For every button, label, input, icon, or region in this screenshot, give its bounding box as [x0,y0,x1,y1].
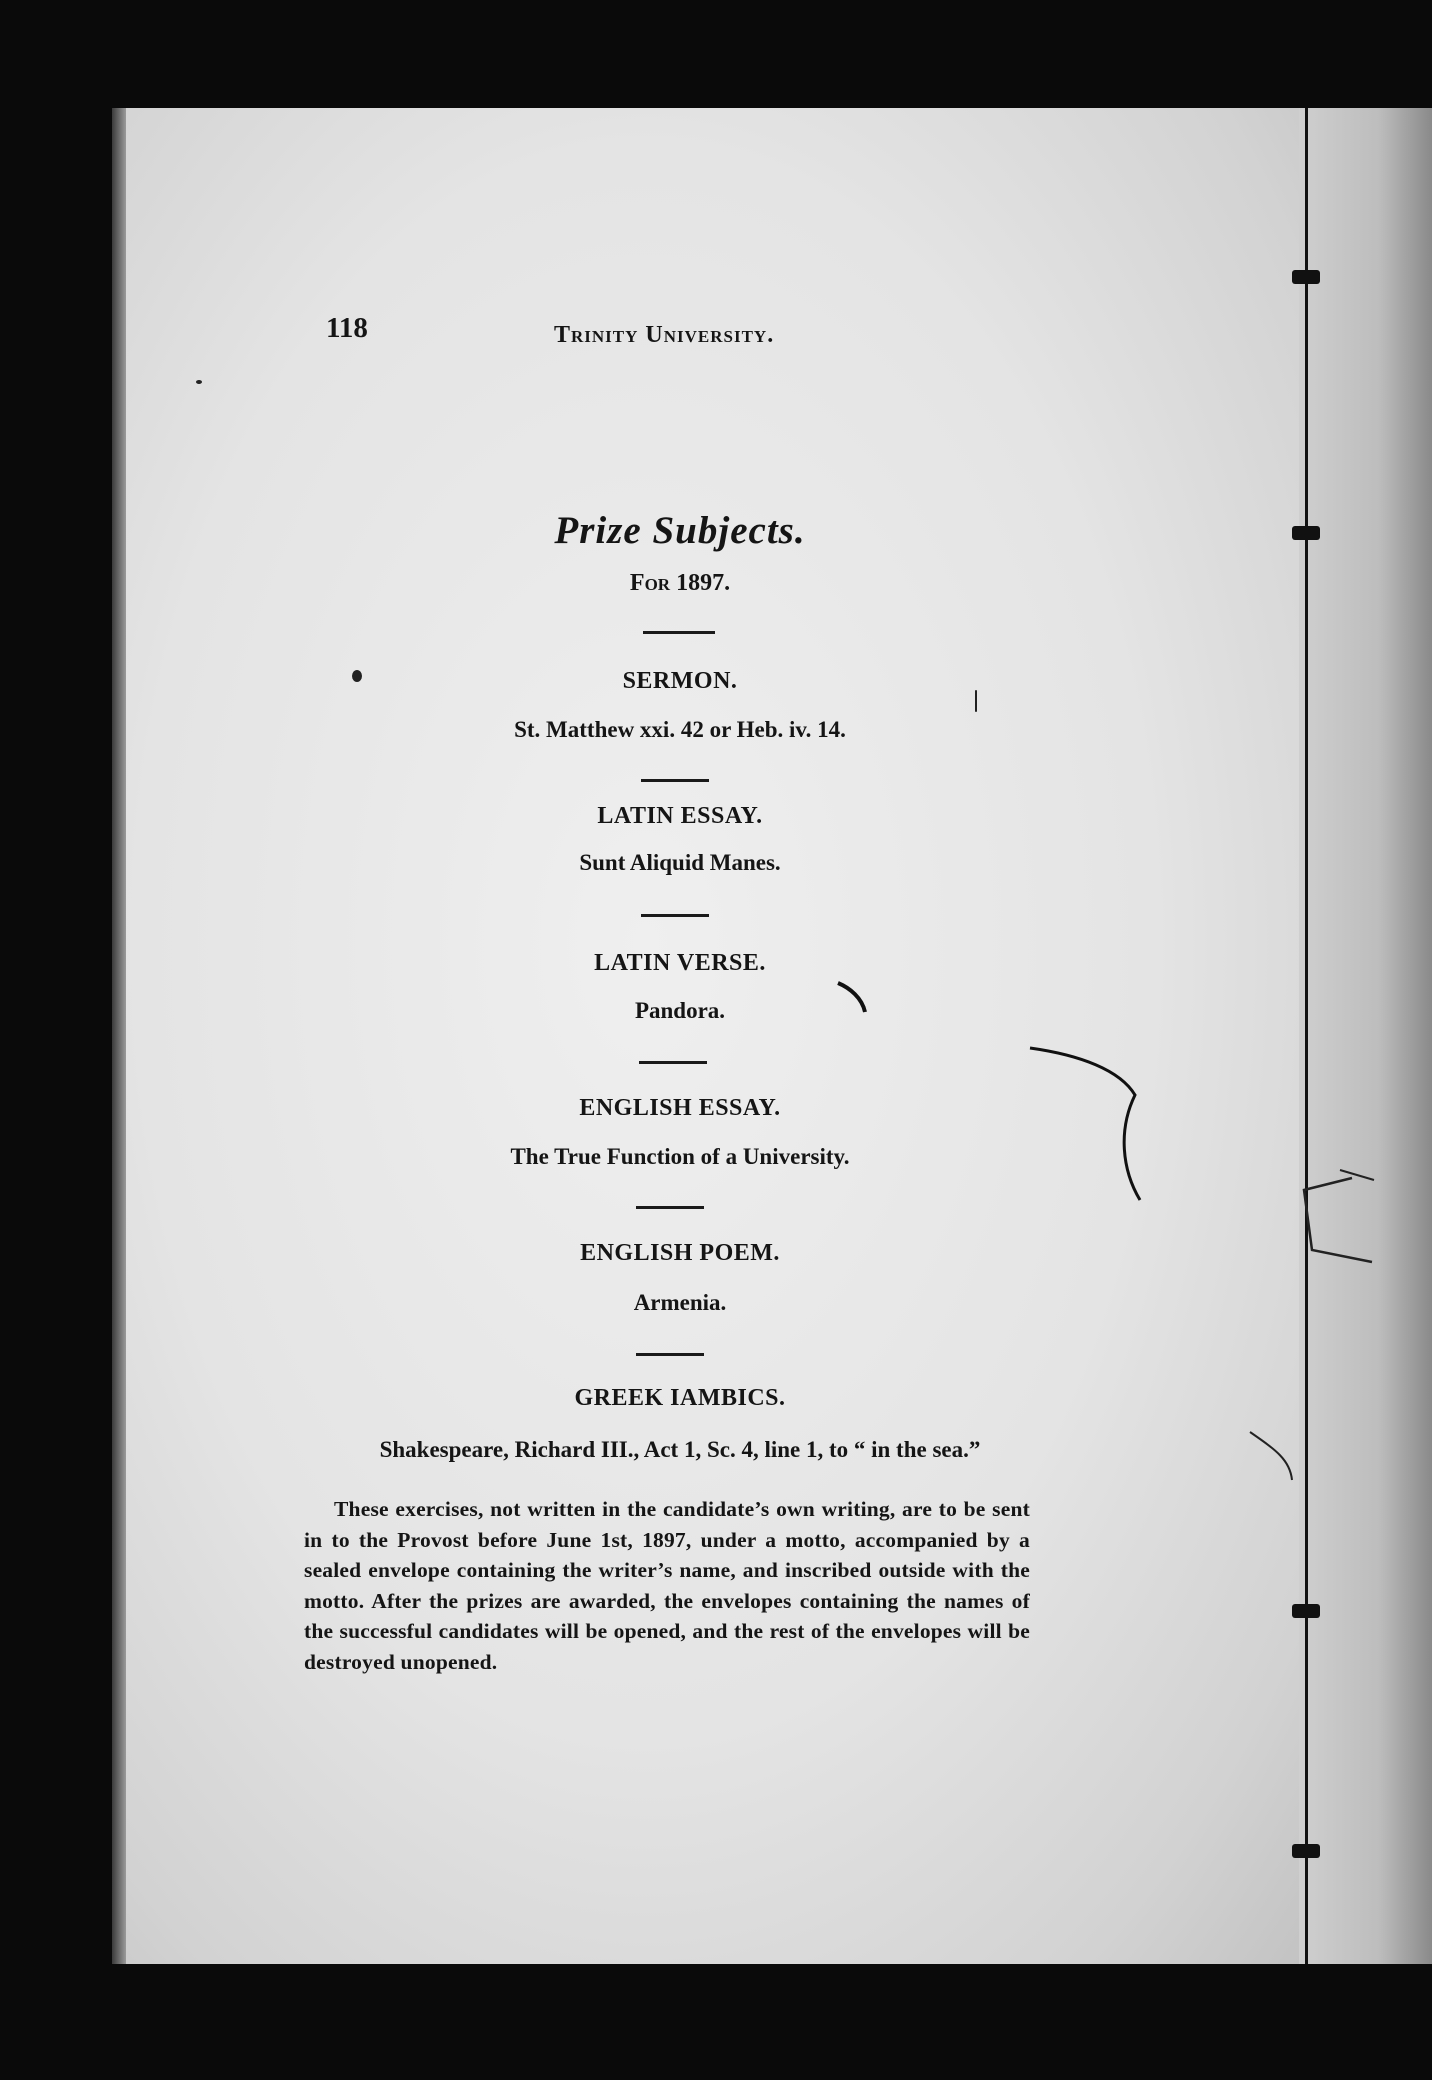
page-number: 118 [326,312,368,344]
running-head: Trinity University. [554,322,775,348]
section-rule [636,1206,704,1209]
section-subject-latin-verse: Pandora. [634,998,726,1023]
section-rule [641,779,709,782]
section-subject-sermon: St. Matthew xxi. 42 or Heb. iv. 14. [514,717,846,742]
section-heading-english-essay: ENGLISH ESSAY. [579,1095,781,1121]
section-rule [636,1353,704,1356]
section-rule [639,1061,707,1064]
section-heading-latin-verse: LATIN VERSE. [594,950,766,976]
section-subject-english-poem: Armenia. [633,1290,727,1315]
section-rule [641,914,709,917]
instructions-paragraph: These exercises, not written in the candidate’s own writing, are to be sent in to the Provost before June 1st, 1897, under a motto, accompanied by a sealed envelope containing the writer’s name, and inscribed outside with the motto. After the prizes are awarded, the envelopes containing the names of the successful candidates will be opened, and the rest of the envelopes will be destroyed unopened. [304,1497,1030,1674]
section-subject-greek-iambics: Shakespeare, Richard III., Act 1, Sc. 4, line 1, to “ in the sea.” [379,1437,981,1462]
section-heading-sermon: SERMON. [622,668,738,694]
section-rule [643,631,715,634]
section-subject-english-essay: The True Function of a University. [510,1144,850,1169]
section-subject-latin-essay: Sunt Aliquid Manes. [579,850,781,875]
page-title: Prize Subjects. [554,509,806,552]
section-heading-greek-iambics: GREEK IAMBICS. [574,1385,786,1411]
section-heading-english-poem: ENGLISH POEM. [580,1240,780,1266]
page-subtitle: For 1897. [629,570,731,596]
section-heading-latin-essay: LATIN ESSAY. [597,803,763,829]
